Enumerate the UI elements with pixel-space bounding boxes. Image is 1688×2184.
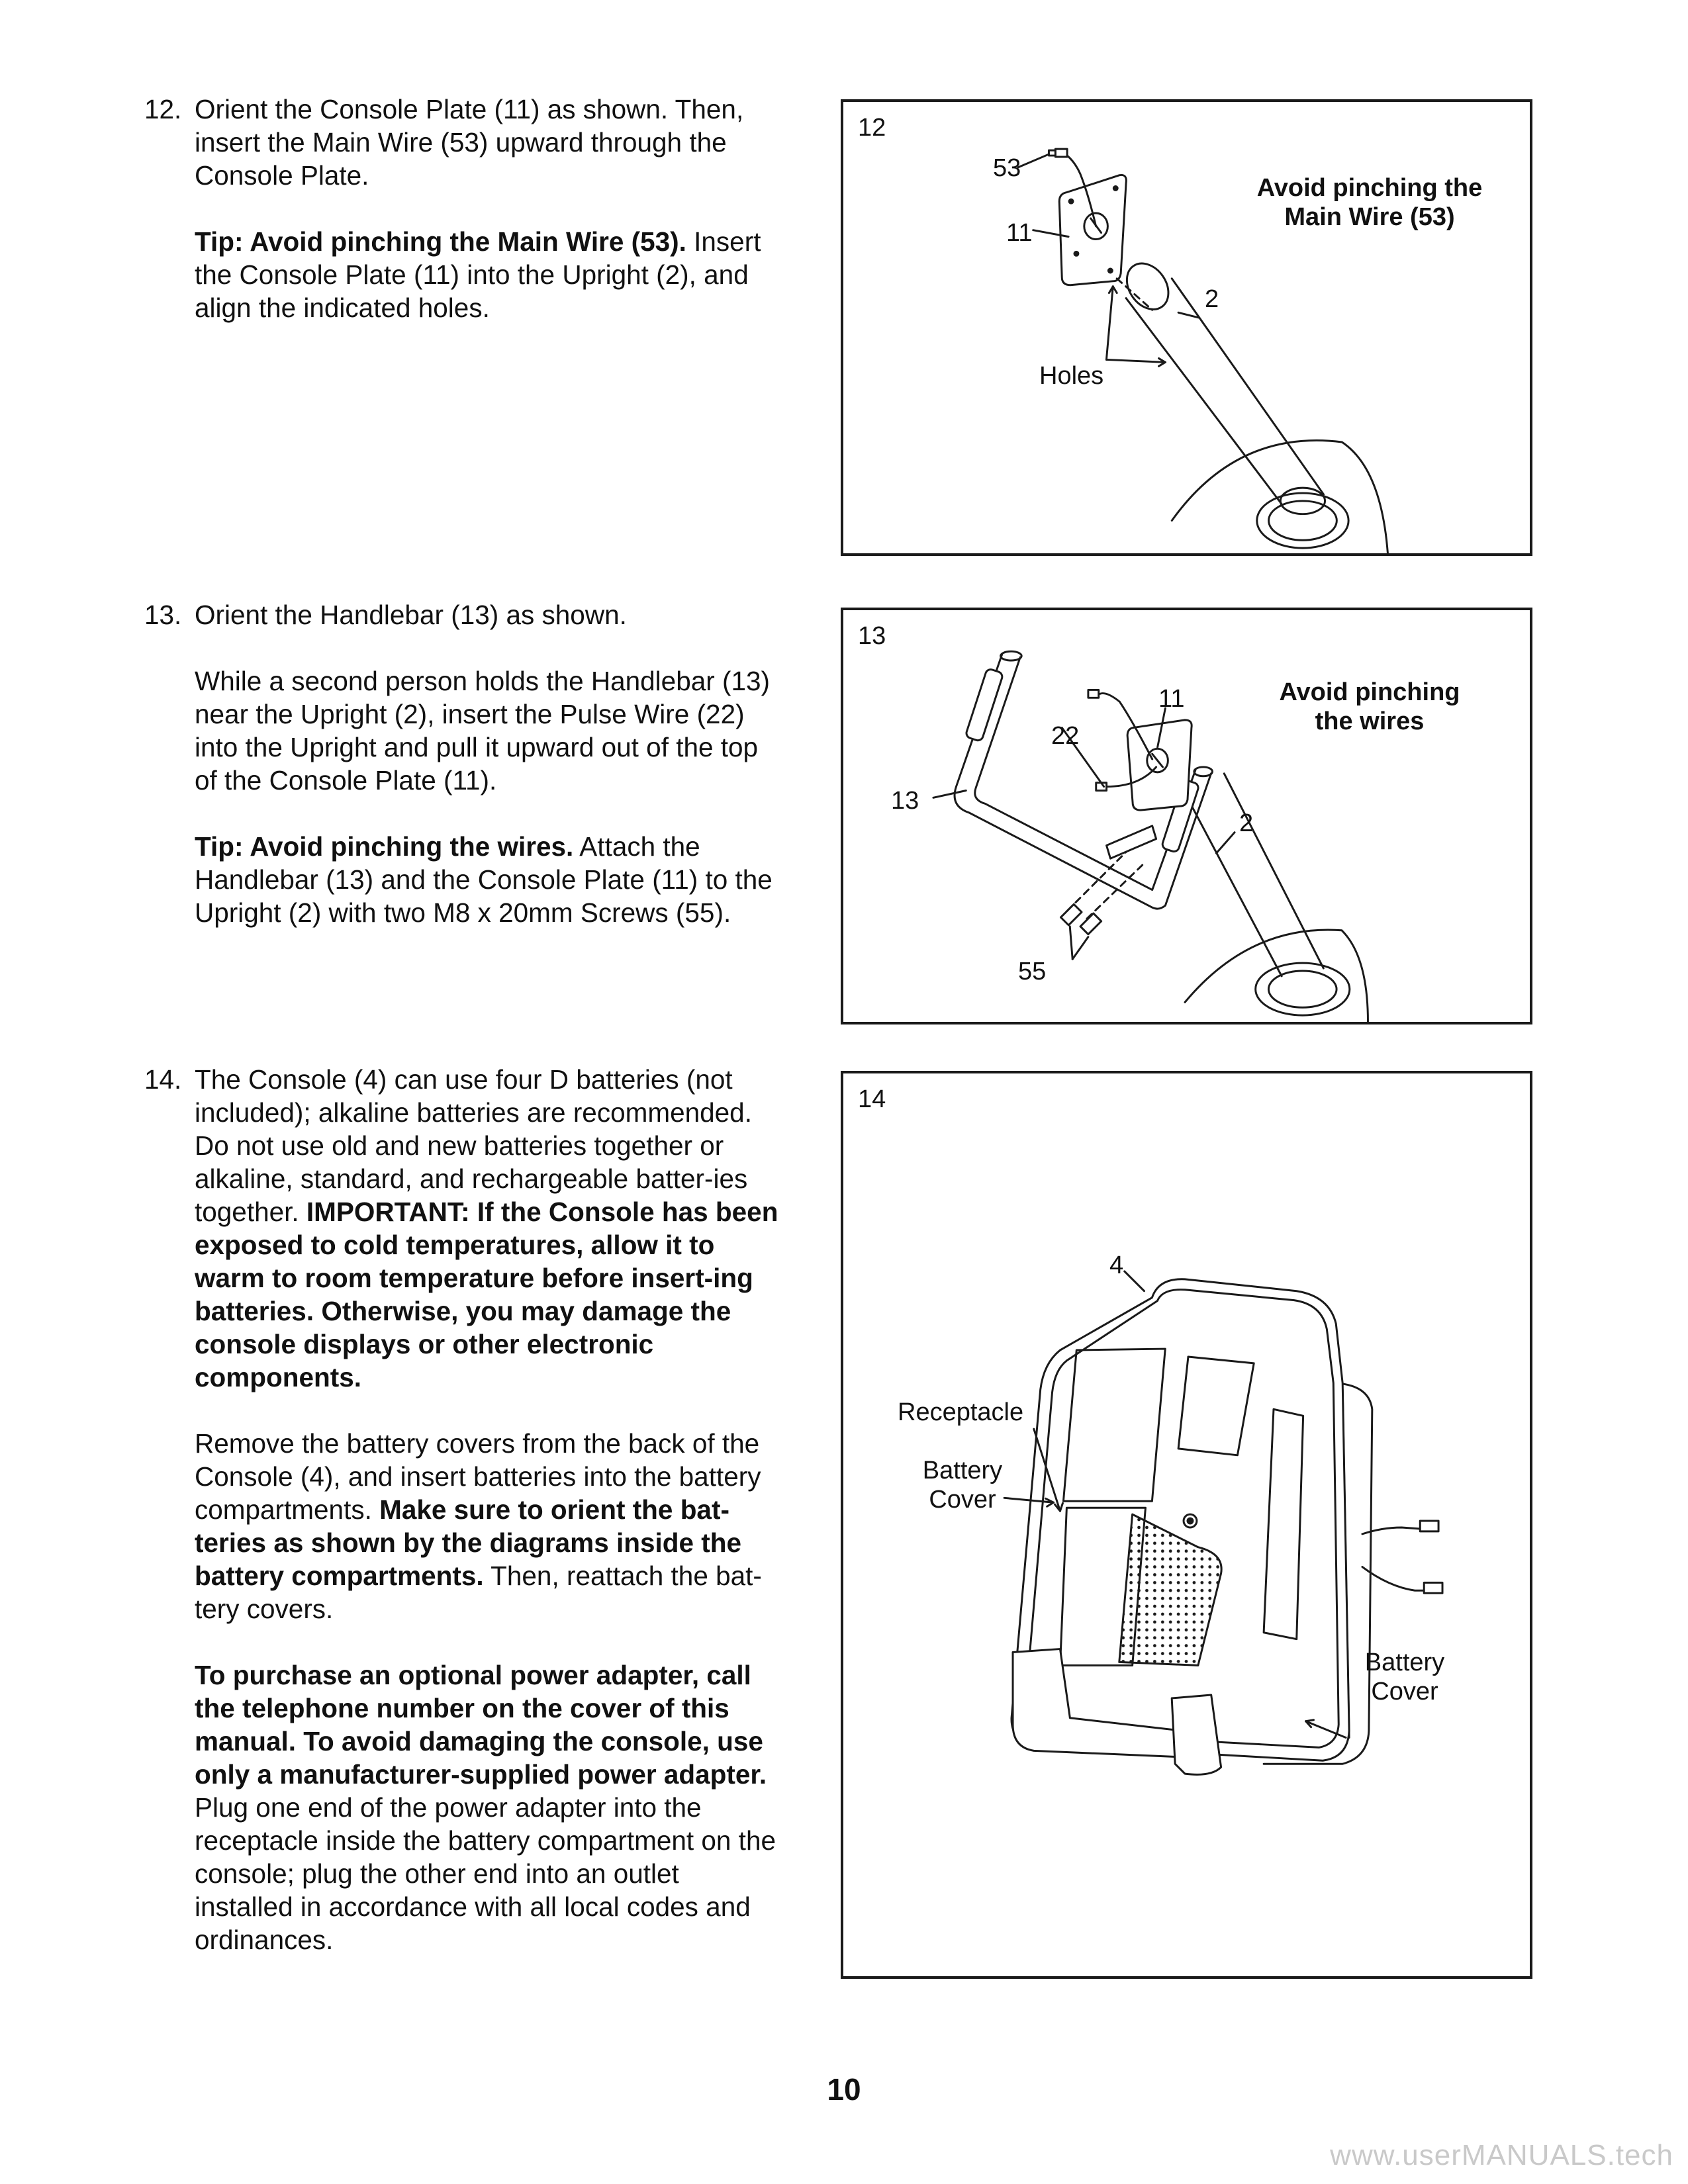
paragraph-text: The Console (4) can use four D batteries (not included); alkaline batteries are recommended. Do not use old and new batteries together or alkaline, standard, and rechargeable batter-ies together. (195, 1064, 752, 1227)
figure-13 (841, 608, 1532, 1024)
paragraph-text: Plug one end of the power adapter into the receptacle inside the battery compartment on the console; plug the other end into an outlet installed in accordance with all local codes and ordinances. (195, 1792, 776, 1955)
power-adapter-note: To purchase an optional power adapter, call the telephone number on the cover of this manual. To avoid damaging the console, use only a manufacturer-supplied power adapter. (195, 1660, 767, 1790)
tip-bold: Tip: Avoid pinching the wires. (195, 831, 574, 862)
step-12 (144, 93, 780, 324)
step-paragraph: While a second person holds the Handlebar (13) near the Upright (2), insert the Pulse Wire (22) into the Upright and pull it upward out of the top of the Console Plate (11). (195, 666, 771, 796)
console-plate-upright-illustration (843, 102, 1530, 553)
callout-receptacle: Receptacle (898, 1398, 1024, 1426)
step-paragraph (195, 1063, 780, 1394)
handlebar-attachment-illustration (843, 610, 1530, 1022)
tip-text: Insert the Console Plate (11) into the Upright (2), and align the indicated holes. (195, 226, 761, 323)
callout-11: 11 (1006, 219, 1033, 247)
callout-2: 2 (1205, 285, 1219, 313)
important-warning: IMPORTANT: If the Console has been exposed to cold temperatures, allow it to warm to room temperature before insert-ing batteries. Otherwise, you may damage the console displays or other electronic components. (195, 1197, 778, 1392)
callout-battery-cover-left: Battery Cover (922, 1457, 1003, 1514)
callout-11: 11 (1158, 685, 1185, 713)
step-number: 13. (144, 600, 182, 630)
step-paragraph: Orient the Console Plate (11) as shown. Then, insert the Main Wire (53) upward through the Console Plate. (195, 94, 744, 191)
orientation-note: Make sure to orient the bat-teries as shown by the diagrams inside the battery compartments. (195, 1494, 741, 1591)
callout-55: 55 (1018, 958, 1047, 985)
tip-bold: Tip: Avoid pinching the Main Wire (53). (195, 226, 686, 257)
figure-number: 14 (858, 1085, 886, 1113)
callout-53: 53 (993, 154, 1021, 182)
page-number: 10 (827, 2072, 861, 2107)
callout-4: 4 (1109, 1251, 1124, 1279)
step-paragraph (195, 1427, 780, 1625)
figure-number: 13 (858, 622, 886, 650)
step-tip (195, 225, 780, 324)
callout-battery-cover-right: Battery Cover (1364, 1649, 1445, 1706)
step-number: 14. (144, 1064, 182, 1095)
figure-12 (841, 99, 1532, 556)
watermark: www.userMANUALS.tech (1330, 2139, 1673, 2171)
step-13 (144, 598, 780, 929)
paragraph-text: Remove the battery covers from the back of the Console (4), and insert batteries into the battery compartments. (195, 1428, 761, 1525)
step-paragraph: Orient the Handlebar (13) as shown. (195, 600, 627, 630)
callout-22: 22 (1051, 722, 1080, 750)
console-battery-illustration (843, 1073, 1530, 1976)
step-tip (195, 830, 780, 929)
callout-holes: Holes (1039, 362, 1104, 390)
figure-14 (841, 1071, 1532, 1979)
step-paragraph (195, 1659, 780, 1956)
figure-number: 12 (858, 114, 886, 142)
step-number: 12. (144, 94, 182, 124)
callout-2: 2 (1239, 809, 1254, 837)
warning-note: Avoid pinching the wires (1279, 678, 1460, 735)
paragraph-text: Then, reattach the bat-tery covers. (195, 1561, 762, 1624)
callout-13: 13 (891, 787, 919, 815)
warning-note: Avoid pinching the Main Wire (53) (1256, 174, 1483, 231)
step-14 (144, 1063, 780, 1956)
tip-text: Attach the Handlebar (13) and the Console Plate (11) to the Upright (2) with two M8 x 20mm Screws (55). (195, 831, 773, 928)
